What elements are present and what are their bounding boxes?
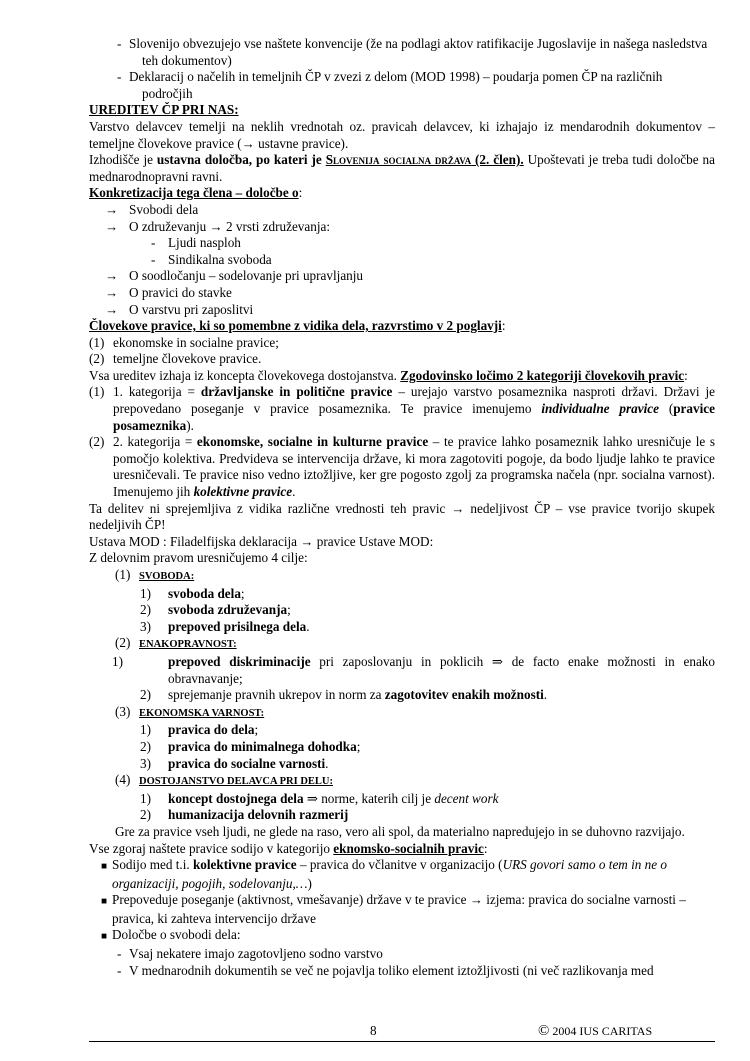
- dash-marker: -: [117, 36, 122, 51]
- list-item: → Svobodi dela: [105, 201, 199, 217]
- paragraph: Z delovnim pravom uresničujemo 4 cilje:: [89, 550, 308, 566]
- page-number: 8: [370, 1023, 377, 1038]
- list-item: ■ Sodijo med t.i. kolektivne pravice – pravica do včlanitve v organizacijo (URS govori samo o tem in ne o organizaciji, pogojih, sodelovanju,…): [101, 857, 668, 891]
- list-item: 2) sprejemanje pravnih ukrepov in norm za zagotovitev enakih možnosti.: [140, 687, 548, 703]
- section-heading: UREDITEV ČP PRI NAS:: [89, 102, 239, 118]
- dash-marker: -: [117, 69, 122, 85]
- list-item: 3) pravica do socialne varnosti.: [140, 755, 329, 771]
- list-item: - Vsaj nekatere imajo zagotovljeno sodno varstvo: [117, 946, 383, 962]
- goal-heading: (1) SVOBODA:: [115, 567, 195, 582]
- paragraph: Gre za pravice vseh ljudi, ne glede na raso, vero ali spol, da materialno napredujejo in se duhovno razvijajo.: [115, 823, 685, 839]
- paragraph: Varstvo delavcev temelji na neklih vrednotah oz. pravicah delavcev, ki izhajajo iz mendarodnih dokumentov – temeljne človekove pravice (→ ustavne pravice).: [89, 118, 715, 151]
- list-item: (2) 2. kategorija = ekonomske, socialne in kulturne pravice – te pravice lahko posameznik lahko uresničuje le s pomočjo kolektiva. Predvideva se intervencija države, ki mora zagotoviti pogoje, da bodo ljudje lahko te pravice uresničevali. Te pravice niso vedno iztožljive, ker gre pogosto zgolj za programska načela (npr. socialna varnost). Imenujemo jih kolektivne pravice.: [89, 434, 715, 500]
- list-item: 2) humanizacija delovnih razmerij: [140, 807, 349, 823]
- paragraph: Ustava MOD : Filadelfijska deklaracija → pravice Ustave MOD:: [89, 533, 434, 549]
- list-item: ■ Prepoveduje poseganje (aktivnost, vmešavanje) države v te pravice → izjema: pravica do socialne varnosti – pravica, ki zahteva intervencijo države: [101, 892, 686, 926]
- document-page: [89, 36, 715, 979]
- list-item-text: Deklaracij o načelih in temeljnih ČP v zvezi z delom (MOD 1998) – poudarja pomen ČP na različnih področjih: [129, 69, 663, 101]
- list-item: 2) svoboda združevanja;: [140, 602, 291, 618]
- section-heading: Konkretizacija tega člena – določbe o:: [89, 185, 303, 201]
- paragraph: Ta delitev ni sprejemljiva z vidika različne vrednosti teh pravic → nedeljivost ČP – vse pravice tvorijo skupek nedeljivih ČP!: [89, 500, 715, 533]
- list-item-text: Slovenijo obvezujejo vse naštete konvencije (že na podlagi aktov ratifikacije Jugoslavije in našega nasledstva teh dokumentov): [129, 36, 708, 68]
- paragraph: Vse zgoraj naštete pravice sodijo v kategorijo eknomsko-socialnih pravic:: [89, 840, 488, 856]
- list-item: 1) prepoved diskriminacije pri zaposlovanju in poklicih ⇒ de facto enake možnosti in enako obravnavanje;: [112, 653, 715, 686]
- list-item: 1) pravica do dela;: [140, 722, 259, 738]
- list-item: (1) ekonomske in socialne pravice;: [89, 334, 279, 350]
- list-item: → O pravici do stavke: [105, 284, 232, 300]
- goal-heading: (4) DOSTOJANSTVO DELAVCA PRI DELU:: [115, 772, 333, 788]
- list-item: → O soodločanju – sodelovanje pri upravljanju: [105, 268, 364, 284]
- list-item: 1) svoboda dela;: [140, 585, 245, 601]
- list-item: 1) koncept dostojnega dela ⇒ norme, katerih cilj je decent work: [140, 790, 499, 806]
- list-item: 2) pravica do minimalnega dohodka;: [140, 738, 361, 754]
- page-footer: [89, 1023, 715, 1042]
- list-item: - Ljudi nasploh: [151, 235, 241, 251]
- list-item: (1) 1. kategorija = državljanske in politične pravice – urejajo varstvo posameznika nasproti državi. Državi je prepovedano poseganje v pravice posameznika. Te pravice imenujemo individualne pravice (pravice posameznika).: [89, 384, 715, 433]
- list-item: [89, 36, 715, 69]
- list-item: ■ Določbe o svobodi dela:: [101, 927, 241, 943]
- paragraph: Vsa ureditev izhaja iz koncepta človekovega dostojanstva. Zgodovinsko ločimo 2 kategoriji človekovih pravic:: [89, 367, 688, 383]
- list-item: [89, 69, 715, 102]
- list-item: - V mednarodnih dokumentih se več ne pojavlja toliko element iztožljivosti (ni več razlikovanja med: [117, 962, 654, 978]
- list-item: → O varstvu pri zaposlitvi: [105, 301, 254, 317]
- list-item: → O združevanju → 2 vrsti združevanja:: [105, 218, 331, 234]
- section-heading: Človekove pravice, ki so pomembne z vidika dela, razvrstimo v 2 poglavji:: [89, 318, 506, 334]
- list-item: (2) temeljne človekove pravice.: [89, 351, 262, 367]
- list-item: 3) prepoved prisilnega dela.: [140, 618, 310, 634]
- paragraph: Izhodišče je ustavna določba, po kateri je Slovenija socialna država (2. člen). Upoštevati je treba tudi določbe na mednarodnopravni ravni.: [89, 152, 715, 184]
- list-item: - Sindikalna svoboda: [151, 251, 272, 267]
- copyright: © 2004 IUS CARITAS: [538, 1023, 653, 1039]
- goal-heading: (3) EKONOMSKA VARNOST:: [115, 703, 265, 719]
- goal-heading: (2) ENAKOPRAVNOST:: [115, 635, 237, 651]
